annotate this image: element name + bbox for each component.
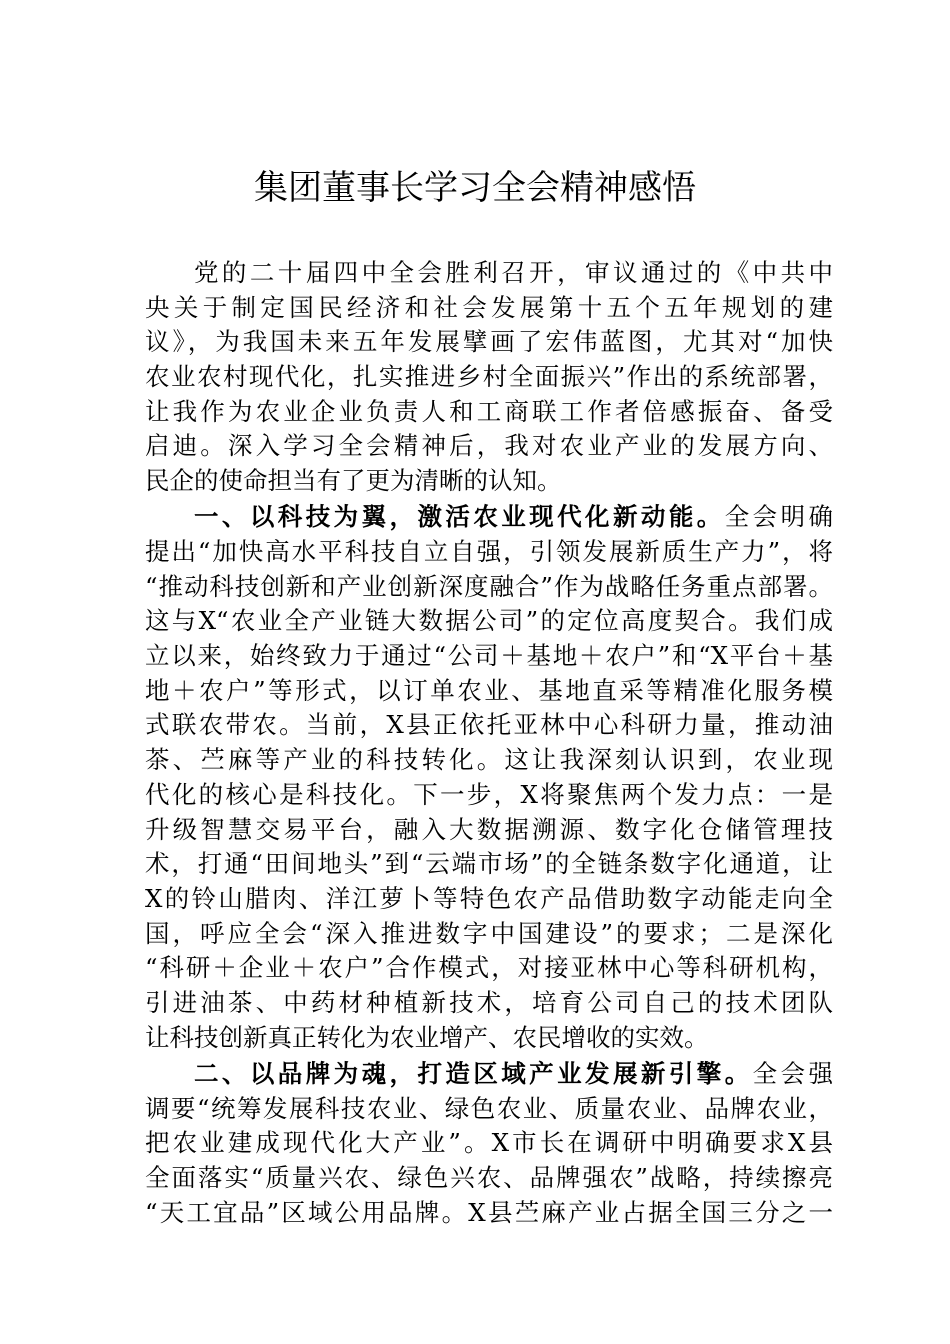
text-line: X的铃山腊肉、洋江萝卜等特色农产品借助数字动能走向全 xyxy=(145,883,833,913)
text-run: 全会强 xyxy=(752,1058,834,1088)
text-line: 升级智慧交易平台，融入大数据溯源、数字化仓储管理技 xyxy=(145,814,833,844)
text-line: 全面落实“质量兴农、绿色兴农、品牌强农”战略，持续擦亮 xyxy=(145,1162,833,1192)
text-line: 农业农村现代化，扎实推进乡村全面振兴”作出的系统部署， xyxy=(145,362,833,392)
text-line: 提出“加快高水平科技自立自强，引领发展新质生产力”，将 xyxy=(145,537,833,566)
text-line: 地＋农户”等形式，以订单农业、基地直采等精准化服务模 xyxy=(145,675,833,705)
paragraph xyxy=(145,256,833,499)
text-line: 调要“统筹发展科技农业、绿色农业、质量农业、品牌农业， xyxy=(145,1093,833,1123)
paragraph-first-line xyxy=(145,500,833,535)
text-line: 启迪。深入学习全会精神后，我对农业产业的发展方向、 xyxy=(145,431,833,461)
text-line: 民企的使命担当有了更为清晰的认知。 xyxy=(145,466,562,496)
text-line: 国，呼应全会“深入推进数字中国建设”的要求；二是深化 xyxy=(145,918,833,948)
text-line: “科研＋企业＋农户”合作模式，对接亚林中心等科研机构， xyxy=(145,953,833,983)
text-run: 全会明确 xyxy=(724,502,833,532)
text-line: 让我作为农业企业负责人和工商联工作者倍感振奋、备受 xyxy=(145,396,833,426)
paragraph xyxy=(145,1057,833,1230)
text-line: 党的二十届四中全会胜利召开，审议通过的《中共中 xyxy=(194,258,833,287)
text-line: “天工宜品”区域公用品牌。X县苎麻产业占据全国三分之一 xyxy=(145,1197,833,1227)
text-line: 议》，为我国未来五年发展擘画了宏伟蓝图，尤其对“加快 xyxy=(145,327,833,357)
text-line: 这与X“农业全产业链大数据公司”的定位高度契合。我们成 xyxy=(145,606,833,636)
text-line: 让科技创新真正转化为农业增产、农民增收的实效。 xyxy=(145,1022,709,1052)
text-line: 立以来，始终致力于通过“公司＋基地＋农户”和“X平台＋基 xyxy=(145,641,833,671)
text-line: 央关于制定国民经济和社会发展第十五个五年规划的建 xyxy=(145,292,833,322)
text-line: 把农业建成现代化大产业”。X市长在调研中明确要求X县 xyxy=(145,1128,833,1158)
document-body xyxy=(145,256,833,1230)
text-line: 茶、苎麻等产业的科技转化。这让我深刻认识到，农业现 xyxy=(145,745,833,775)
text-line: 引进油茶、中药材种植新技术，培育公司自己的技术团队 xyxy=(145,987,833,1017)
text-line: “推动科技创新和产业创新深度融合”作为战略任务重点部署。 xyxy=(145,571,833,601)
text-line: 术，打通“田间地头”到“云端市场”的全链条数字化通道，让 xyxy=(145,849,833,879)
text-line: 式联农带农。当前，X县正依托亚林中心科研力量，推动油 xyxy=(145,710,833,740)
document-title: 集团董事长学习全会精神感悟 xyxy=(254,168,696,208)
section-heading: 一、以科技为翼，激活农业现代化新动能。 xyxy=(194,502,725,532)
paragraph xyxy=(145,500,833,1055)
paragraph-first-line xyxy=(145,1057,833,1092)
section-heading: 二、以品牌为魂，打造区域产业发展新引擎。 xyxy=(194,1058,753,1088)
text-line: 代化的核心是科技化。下一步，X将聚焦两个发力点：一是 xyxy=(145,779,833,809)
